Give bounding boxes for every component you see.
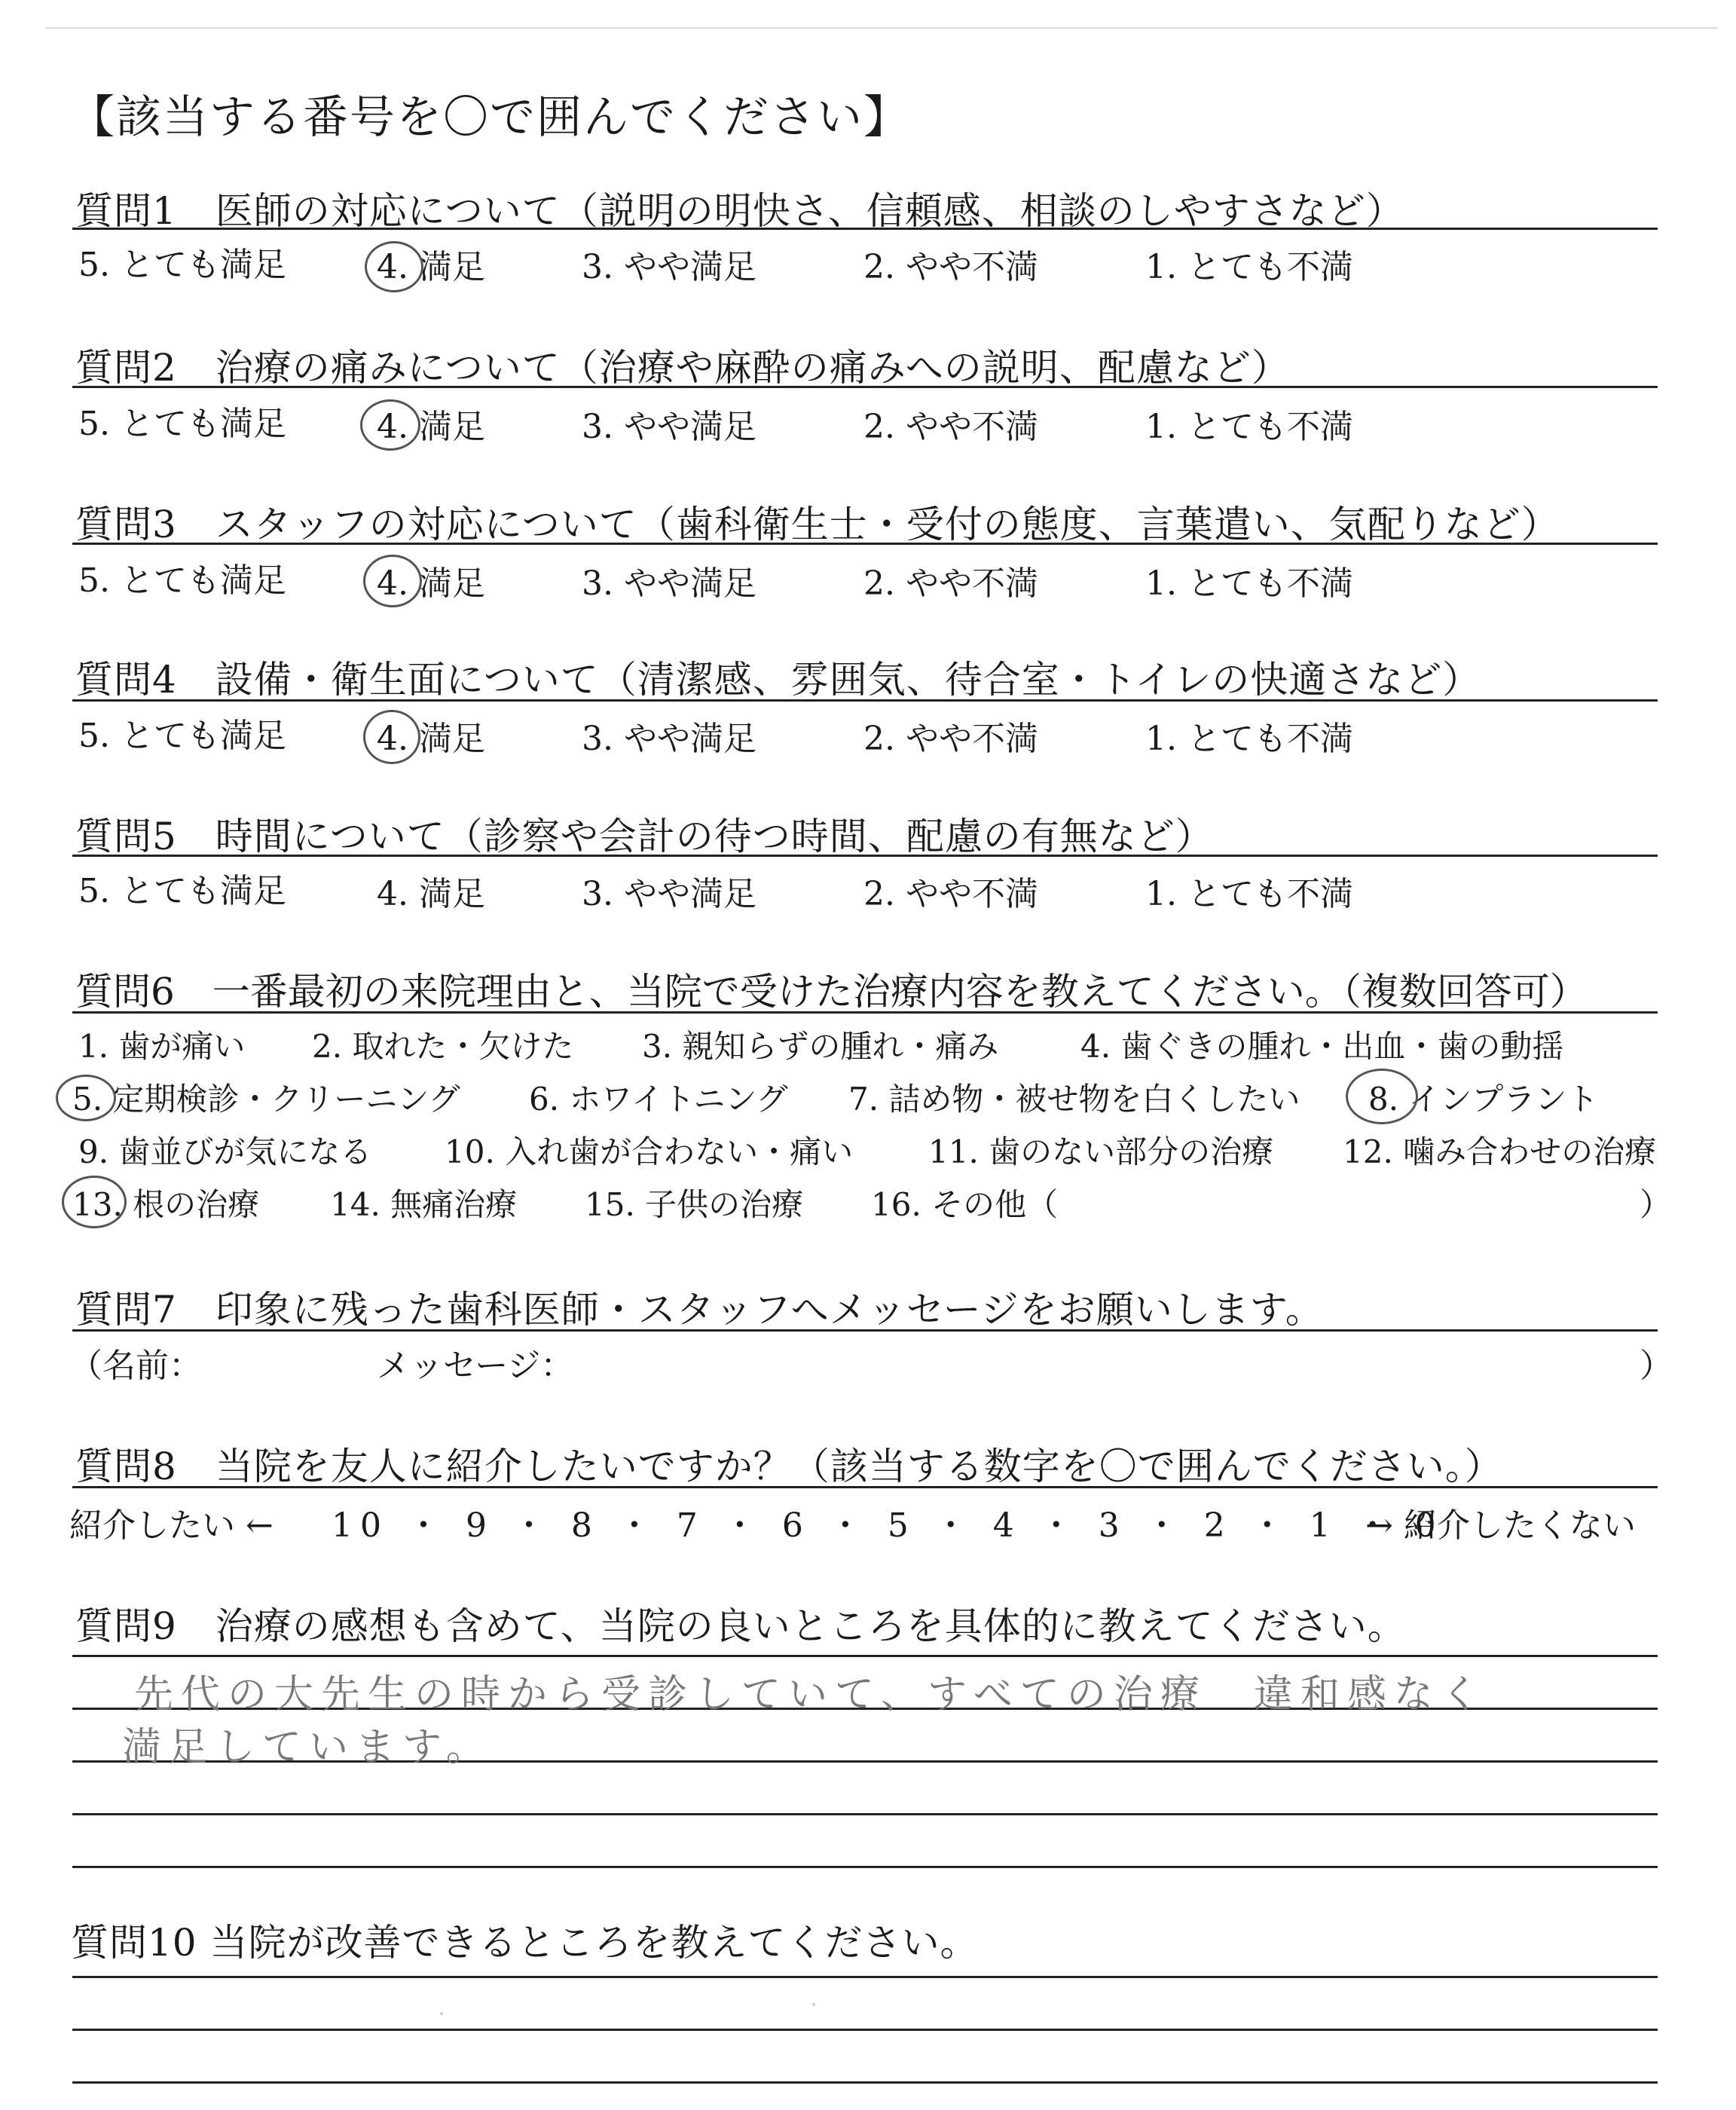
option-5[interactable]: 5. とても満足 <box>78 872 286 910</box>
question-6-heading: 質問6 一番最初の来院理由と、当院で受けた治療内容を教えてください。（複数回答可） <box>75 970 1588 1014</box>
option-2[interactable]: 2. やや不満 <box>863 248 1038 286</box>
q10-line-2 <box>72 2029 1658 2031</box>
option-2[interactable]: 2. やや不満 <box>863 875 1038 913</box>
q6-item-6[interactable]: 6. ホワイトニング <box>529 1081 788 1118</box>
question-5-heading: 質問5 時間について（診察や会計の待つ時間、配慮の有無など） <box>75 815 1214 858</box>
option-4[interactable]: 4. 満足 <box>377 720 485 758</box>
q6-item-4[interactable]: 4. 歯ぐきの腫れ・出血・歯の動揺 <box>1080 1028 1564 1065</box>
question-8-rule <box>72 1486 1658 1488</box>
q7-message-label: メッセージ： <box>377 1347 574 1385</box>
q6-item-14[interactable]: 14. 無痛治療 <box>330 1186 518 1223</box>
q7-name-label: （名前： <box>69 1347 202 1385</box>
question-6-rule <box>72 1011 1658 1014</box>
option-1[interactable]: 1. とても不満 <box>1145 248 1353 286</box>
option-5[interactable]: 5. とても満足 <box>78 246 286 284</box>
q8-left-label: 紹介したい ← <box>69 1506 274 1545</box>
option-4[interactable]: 4. 満足 <box>377 875 485 913</box>
option-4[interactable]: 4. 満足 <box>377 248 485 286</box>
q7-close-paren: ） <box>1640 1347 1673 1385</box>
option-1[interactable]: 1. とても不満 <box>1145 564 1353 603</box>
option-5[interactable]: 5. とても満足 <box>78 561 286 600</box>
q6-item-9[interactable]: 9. 歯並びが気になる <box>78 1133 372 1170</box>
q2-answer-circle <box>360 399 420 451</box>
question-3-rule <box>72 543 1658 545</box>
option-4[interactable]: 4. 満足 <box>377 408 485 446</box>
option-3[interactable]: 3. やや満足 <box>582 875 756 913</box>
q8-scale[interactable]: 10 ・ 9 ・ 8 ・ 7 ・ 6 ・ 5 ・ 4 ・ 3 ・ 2 ・ 1 ・ 0 <box>332 1506 1444 1545</box>
q6-item-7[interactable]: 7. 詰め物・被せ物を白くしたい <box>848 1081 1300 1118</box>
q6-item-3[interactable]: 3. 親知らずの腫れ・痛み <box>642 1028 999 1065</box>
option-1[interactable]: 1. とても不満 <box>1145 408 1353 446</box>
question-4-rule <box>72 699 1658 702</box>
question-2-rule <box>72 386 1658 388</box>
question-2-heading: 質問2 治療の痛みについて（治療や麻酔の痛みへの説明、配慮など） <box>75 346 1290 390</box>
q9-line-1 <box>72 1655 1658 1657</box>
q9-line-5 <box>72 1866 1658 1868</box>
q6-item-2[interactable]: 2. 取れた・欠けた <box>312 1028 574 1065</box>
question-7-rule <box>72 1329 1658 1332</box>
option-3[interactable]: 3. やや満足 <box>582 720 756 758</box>
scan-speck <box>440 2012 443 2015</box>
q6-item-1[interactable]: 1. 歯が痛い <box>78 1028 246 1065</box>
q10-line-3 <box>72 2081 1658 2084</box>
q10-line-1 <box>72 1976 1658 1978</box>
option-2[interactable]: 2. やや不満 <box>863 408 1038 446</box>
q4-answer-circle <box>363 710 420 764</box>
q8-right-label: → 紹介したくない <box>1365 1506 1636 1545</box>
q9-line-4 <box>72 1813 1658 1815</box>
option-3[interactable]: 3. やや満足 <box>582 564 756 603</box>
q6-item-13-circle <box>62 1176 127 1228</box>
option-3[interactable]: 3. やや満足 <box>582 248 756 286</box>
form-title: 【該当する番号を〇で囲んでください】 <box>69 91 910 144</box>
q6-item-5-circle <box>56 1075 116 1121</box>
q6-item-10[interactable]: 10. 入れ歯が合わない・痛い <box>445 1133 854 1170</box>
q6-item-8-circle <box>1346 1069 1418 1124</box>
scan-speck <box>812 2003 815 2006</box>
q6-item-5[interactable]: 5. 定期検診・クリーニング <box>72 1081 460 1118</box>
option-5[interactable]: 5. とても満足 <box>78 405 286 443</box>
top-border <box>45 27 1718 29</box>
q6-item-12[interactable]: 12. 噛み合わせの治療 <box>1343 1133 1657 1170</box>
q9-handwritten-answer-line-2: 満足しています。 <box>122 1725 493 1770</box>
q6-item-13[interactable]: 13. 根の治療 <box>72 1186 260 1223</box>
question-8-heading: 質問8 当院を友人に紹介したいですか？（該当する数字を〇で囲んでください。） <box>75 1445 1503 1488</box>
q6-item-11[interactable]: 11. 歯のない部分の治療 <box>928 1133 1274 1170</box>
option-4[interactable]: 4. 満足 <box>377 564 485 603</box>
option-2[interactable]: 2. やや不満 <box>863 720 1038 758</box>
option-3[interactable]: 3. やや満足 <box>582 408 756 446</box>
q3-answer-circle <box>363 555 422 607</box>
option-2[interactable]: 2. やや不満 <box>863 564 1038 603</box>
q9-handwritten-answer-line-1: 先代の大先生の時から受診していて、すべての治療 違和感なく <box>134 1672 1487 1717</box>
question-3-heading: 質問3 スタッフの対応について（歯科衛生士・受付の態度、言葉遣い、気配りなど） <box>75 503 1560 546</box>
question-1-rule <box>72 228 1658 230</box>
option-1[interactable]: 1. とても不満 <box>1145 875 1353 913</box>
question-7-heading: 質問7 印象に残った歯科医師・スタッフへメッセージをお願いします。 <box>75 1288 1324 1332</box>
question-10-heading: 質問10 当院が改善できるところを教えてください。 <box>71 1921 979 1965</box>
question-5-rule <box>72 855 1658 857</box>
q6-item-15[interactable]: 15. 子供の治療 <box>585 1186 804 1223</box>
question-4-heading: 質問4 設備・衛生面について（清潔感、雰囲気、待合室・トイレの快適さなど） <box>75 658 1481 702</box>
q1-answer-circle <box>365 241 423 292</box>
q6-other-close: ） <box>1640 1186 1672 1223</box>
q6-item-16[interactable]: 16. その他（ <box>871 1186 1059 1223</box>
option-1[interactable]: 1. とても不満 <box>1145 720 1353 758</box>
option-5[interactable]: 5. とても満足 <box>78 717 286 755</box>
q6-item-8[interactable]: 8. インプラント <box>1368 1081 1599 1118</box>
question-9-heading: 質問9 治療の感想も含めて、当院の良いところを具体的に教えてください。 <box>75 1604 1406 1648</box>
question-1-heading: 質問1 医師の対応について（説明の明快さ、信頼感、相談のしやすさなど） <box>75 189 1404 233</box>
